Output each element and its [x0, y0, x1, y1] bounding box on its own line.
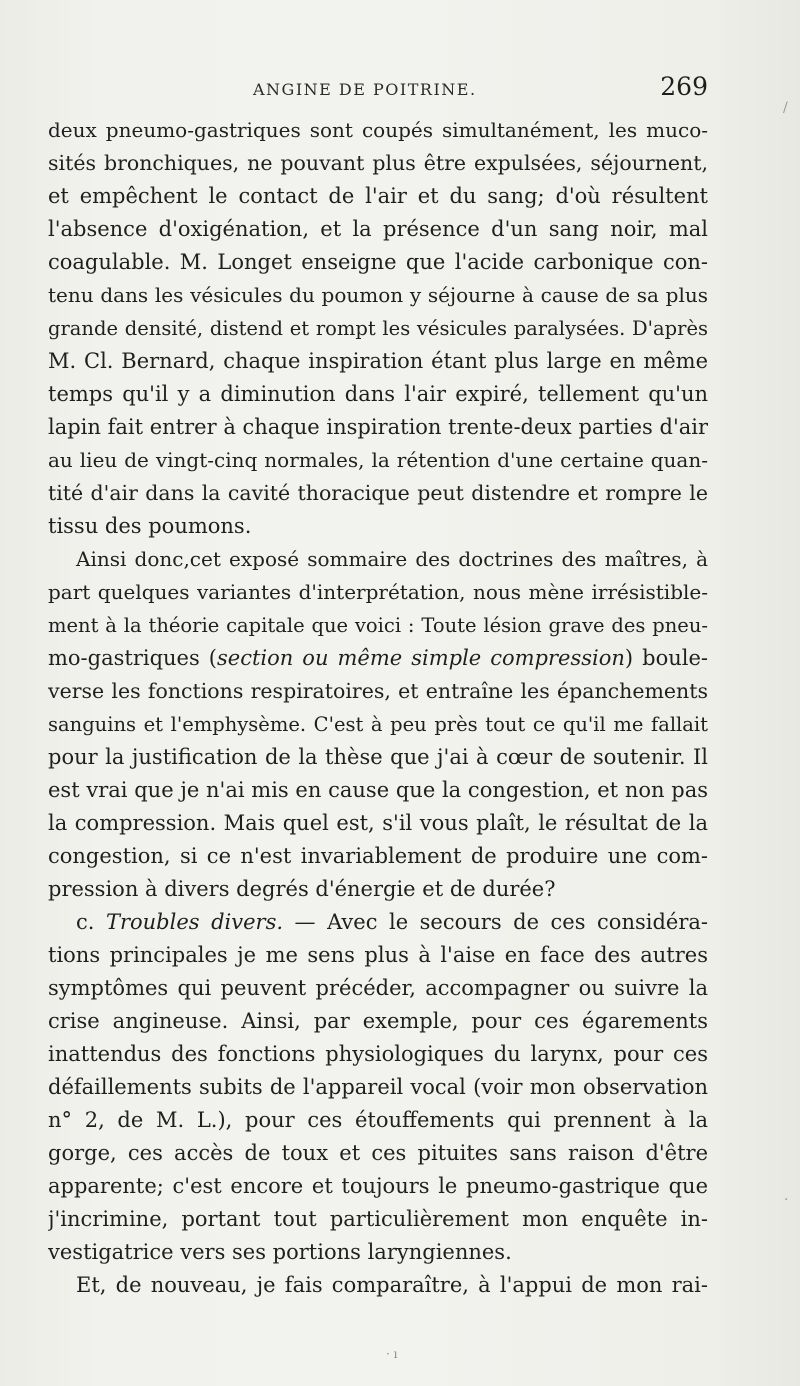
text-line: sités bronchiques, ne pouvant plus être expulsées, séjournent,	[48, 151, 708, 175]
text-line: grande densité, distend et rompt les vésicules paralysées. D'après	[48, 317, 708, 340]
text-line: tité d'air dans la cavité thoracique peut distendre et rompre le	[48, 481, 708, 505]
text-line: Ainsi donc,cet exposé sommaire des doctrines des maîtres, à	[76, 547, 708, 571]
page-number: 269	[660, 72, 708, 101]
text-line: gorge, ces accès de toux et ces pituites sans raison d'être	[48, 1141, 708, 1165]
text-line: coagulable. M. Longet enseigne que l'acide carbonique con-	[48, 250, 708, 274]
text-line: lapin fait entrer à chaque inspiration trente-deux parties d'air	[48, 415, 708, 439]
text-line: la compression. Mais quel est, s'il vous plaît, le résultat de la	[48, 811, 708, 835]
text-segment: ) boule-	[624, 646, 708, 670]
running-head: ANGINE DE POITRINE.	[253, 80, 477, 99]
text-line: est vrai que je n'ai mis en cause que la congestion, et non pas	[48, 778, 708, 802]
text-line: congestion, si ce n'est invariablement de produire une com-	[48, 844, 708, 868]
text-line: symptômes qui peuvent précéder, accompagner ou suivre la	[48, 976, 708, 1000]
text-line: M. Cl. Bernard, chaque inspiration étant plus large en même	[48, 349, 708, 373]
page-header	[48, 72, 708, 114]
text-line: au lieu de vingt-cinq normales, la rétention d'une certaine quan-	[48, 448, 708, 472]
text-segment: c.	[76, 910, 106, 934]
text-line: vestigatrice vers ses portions laryngiennes.	[48, 1240, 512, 1264]
body-text	[48, 114, 708, 1302]
text-line: n° 2, de M. L.), pour ces étouffements qui prennent à la	[48, 1108, 708, 1132]
margin-mark: ·	[784, 1192, 789, 1208]
text-line: temps qu'il y a diminution dans l'air expiré, tellement qu'un	[48, 382, 708, 406]
text-segment: — Avec le secours de ces considéra-	[283, 910, 708, 934]
text-line: inattendus des fonctions physiologiques du larynx, pour ces	[48, 1042, 708, 1066]
text-line: tissu des poumons.	[48, 514, 252, 538]
text-line: tions principales je me sens plus à l'aise en face des autres	[48, 943, 708, 967]
text-line: défaillements subits de l'appareil vocal (voir mon observation	[48, 1075, 708, 1099]
footer-mark: · ı	[386, 1347, 398, 1361]
italic-segment: Troubles divers.	[105, 910, 284, 934]
text-line: et empêchent le contact de l'air et du sang; d'où résultent	[48, 184, 708, 208]
text-line: apparente; c'est encore et toujours le pneumo-gastrique que	[48, 1174, 708, 1198]
text-line: l'absence d'oxigénation, et la présence d'un sang noir, mal	[48, 217, 708, 241]
text-line: pression à divers degrés d'énergie et de durée?	[48, 877, 556, 901]
text-line: sanguins et l'emphysème. C'est à peu près tout ce qu'il me fallait	[48, 713, 708, 736]
margin-mark: /	[783, 100, 788, 116]
text-line: crise angineuse. Ainsi, par exemple, pour ces égarements	[48, 1009, 708, 1033]
text-line	[48, 906, 708, 939]
text-line: part quelques variantes d'interprétation, nous mène irrésistible-	[48, 580, 708, 604]
text-line: verse les fonctions respiratoires, et entraîne les épanchements	[48, 679, 708, 703]
text-line: ment à la théorie capitale que voici : Toute lésion grave des pneu-	[48, 614, 708, 637]
italic-segment: section ou même simple compression	[216, 646, 625, 670]
text-segment: mo-gastriques (	[48, 646, 217, 670]
text-line: Et, de nouveau, je fais comparaître, à l'appui de mon rai-	[76, 1273, 708, 1297]
text-line: j'incrimine, portant tout particulièrement mon enquête in-	[48, 1207, 708, 1231]
text-line: tenu dans les vésicules du poumon y séjourne à cause de sa plus	[48, 283, 708, 307]
text-line	[48, 642, 708, 675]
text-line: deux pneumo-gastriques sont coupés simultanément, les muco-	[48, 118, 708, 142]
text-line: pour la justification de la thèse que j'ai à cœur de soutenir. Il	[48, 745, 708, 769]
